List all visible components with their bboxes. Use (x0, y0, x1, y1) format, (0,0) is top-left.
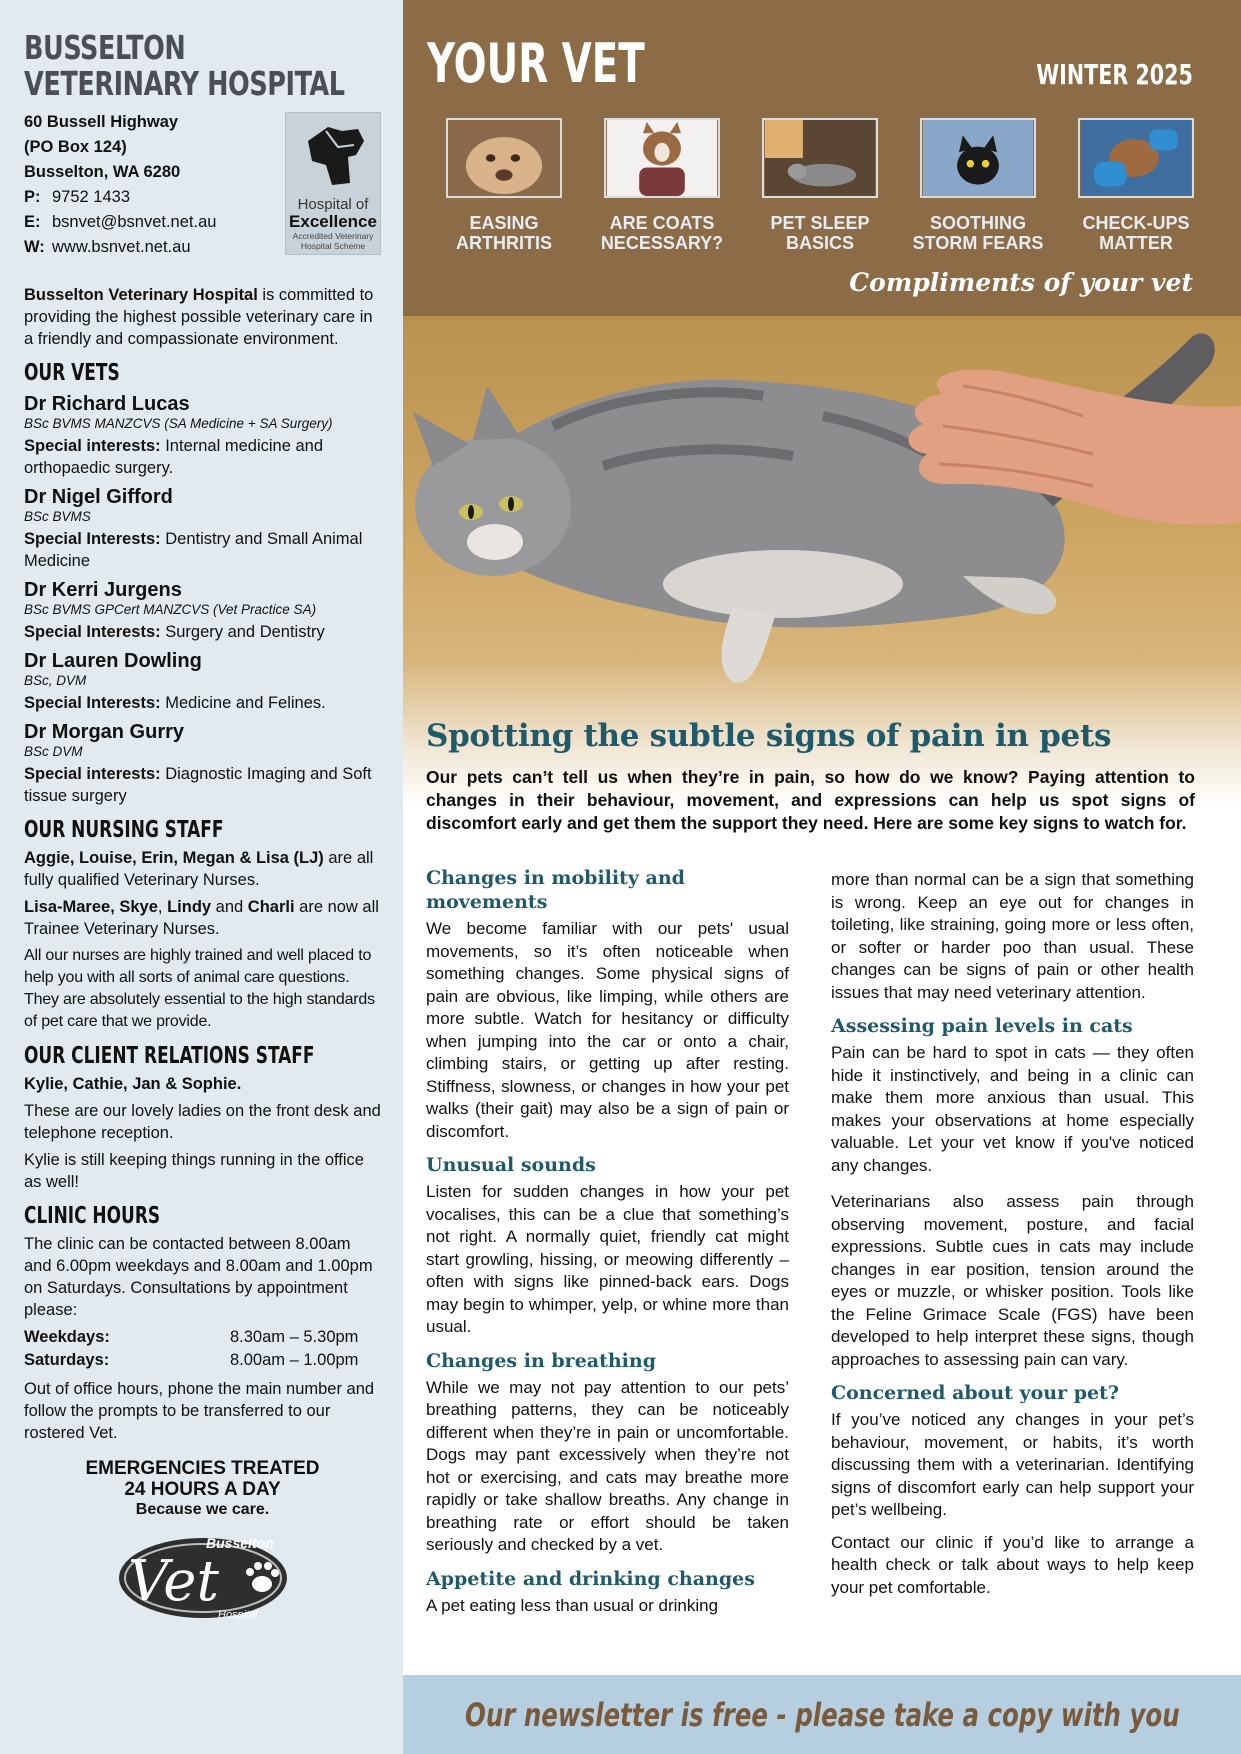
vet-qualifications: BSc, DVM (24, 673, 87, 688)
vet-name: Dr Richard Lucas (24, 393, 190, 415)
interests-label: Special Interests: (24, 623, 161, 641)
hours-row (24, 1349, 381, 1372)
body-paragraph: Contact our clinic if you’d like to arrange a health check or talk about ways to help keep your pet comfortable. (831, 1532, 1194, 1597)
vet-entry (24, 649, 381, 714)
interests-label: Special interests: (24, 437, 161, 455)
body-paragraph: Listen for sudden changes in how your pet vocalises, this can be a clue that something’s not right. A normally quiet, friendly cat might start growling, hissing, or meowing differently – often with signs like pinned-back ears. Dogs may begin to whimper, yelp, or whine more than usual. (426, 1182, 789, 1336)
vet-interests (24, 692, 381, 714)
dog-face-icon (446, 118, 562, 198)
interests-text: Diagnostic Imaging and Soft tissue surgery (24, 765, 372, 805)
client-names: Kylie, Cathie, Jan & Sophie. (24, 1075, 242, 1093)
vet-qualifications: BSc BVMS (24, 509, 91, 524)
vet-interests (24, 435, 381, 479)
address-line: (PO Box 124) (24, 138, 127, 156)
intro-rest: is committed to providing the highest possible veterinary care in a friendly and compassionate environment. (24, 286, 374, 348)
article-column-right (831, 869, 1194, 1609)
logo-bottom-text: Hospital (217, 1609, 258, 1621)
busselton-vet-logo (110, 1526, 296, 1626)
topic-thumb[interactable] (1057, 118, 1215, 253)
dog-silhouette-icon (298, 121, 368, 191)
hours-paragraph: The clinic can be contacted between 8.00am and 6.00pm weekdays and 8.00am and 1.00pm on Saturdays. Consultations by appointment please: (24, 1235, 373, 1319)
sleeping-cat-icon (762, 118, 878, 198)
vet-entry (24, 720, 381, 807)
emergency-line1: EMERGENCIES TREATED (85, 1458, 320, 1479)
topic-thumb[interactable] (899, 118, 1057, 253)
trainee-name: Lisa-Maree, Skye (24, 898, 158, 916)
badge-line1: Hospital of (297, 196, 369, 213)
interests-label: Special interests: (24, 765, 161, 783)
badge-line2: Excellence (289, 212, 377, 231)
topic-thumb[interactable] (741, 118, 899, 253)
body-paragraph: Veterinarians also assess pain through observing movement, posture, and facial expressions. Subtle cues in cats may include changes in ear position, tension around the eyes or muzzle, or whisker position. Tools like the Feline Grimace Scale (FGS) have been developed to help interpret these signs, though approaches to assessing pain can vary. (831, 1192, 1194, 1369)
vet-name: Dr Lauren Dowling (24, 650, 202, 672)
topic-caption-line: SOOTHING (929, 213, 1026, 233)
hours-day: Saturdays: (24, 1351, 110, 1369)
vet-list (24, 392, 381, 807)
issue-season: WINTER 2025 (1036, 58, 1193, 91)
vet-interests (24, 528, 381, 572)
body-paragraph: If you’ve noticed any changes in your pet’s behaviour, movement, or habits, it’s worth discussing them with a veterinarian. Identifying signs of discomfort early can help support your pet’s wellbeing. (831, 1410, 1194, 1519)
interests-label: Special Interests: (24, 530, 161, 548)
topic-caption-line: BASICS (785, 233, 854, 253)
vets-heading: OUR VETS (24, 360, 120, 386)
nursing-heading: OUR NURSING STAFF (24, 817, 224, 843)
trainee-name: Charli (247, 898, 295, 916)
topic-caption-line: PET SLEEP (770, 213, 870, 233)
sidebar (0, 0, 403, 1754)
trainee-role: are now all Trainee Veterinary Nurses. (24, 898, 379, 938)
vet-interests (24, 763, 381, 807)
address-line: Busselton, WA 6280 (24, 163, 181, 181)
contact-block (24, 110, 381, 260)
body-paragraph: While we may not pay attention to our pets’ breathing patterns, they can be noticeably different when they’re in pain or uncomfortable. Dogs may pant excessively when they’re not hot or exercising, and cats may breathe more rapidly or take shallow breaths. Any change in breathing rate or effort should be taken seriously and checked by a vet. (426, 1377, 789, 1554)
interests-text: Medicine and Felines. (160, 694, 326, 712)
section-heading: Unusual sounds (426, 1154, 596, 1176)
interests-text: Surgery and Dentistry (160, 623, 325, 641)
hours-time: 8.30am – 5.30pm (230, 1328, 359, 1346)
dog-in-coat-icon (604, 118, 720, 198)
vet-interests (24, 621, 381, 643)
vet-name: Dr Morgan Gurry (24, 721, 185, 743)
vet-qualifications: BSc BVMS GPCert MANZCVS (Vet Practice SA) (24, 602, 317, 617)
trainee-name: Lindy (167, 898, 212, 916)
hours-row (24, 1326, 381, 1349)
section-heading: Assessing pain levels in cats (831, 1015, 1133, 1037)
topic-caption-line: EASING (469, 213, 539, 233)
clinic-name-line2: VETERINARY HOSPITAL (24, 64, 345, 103)
compliments-text: Compliments of your vet (849, 268, 1193, 297)
hours-day: Weekdays: (24, 1328, 110, 1346)
scared-cat-icon (920, 118, 1036, 198)
website-link[interactable]: www.bsnvet.net.au (52, 238, 191, 256)
email-key: E: (24, 213, 41, 231)
emergency-line3: Because we care. (135, 1501, 270, 1518)
vet-qualifications: BSc BVMS MANZCVS (SA Medicine + SA Surgery) (24, 416, 333, 431)
email-link[interactable]: bsnvet@bsnvet.net.au (52, 213, 217, 231)
topic-caption-line: ARTHRITIS (456, 233, 552, 253)
body-paragraph: A pet eating less than usual or drinking (426, 1595, 719, 1615)
topic-caption-line: ARE COATS (609, 213, 715, 233)
phone-number[interactable]: 9752 1433 (52, 188, 130, 206)
client-paragraph: Kylie is still keeping things running in the office as well! (24, 1151, 364, 1191)
topic-caption-line: STORM FEARS (912, 233, 1044, 253)
vet-name: Dr Nigel Gifford (24, 486, 173, 508)
section-heading: Appetite and drinking changes (426, 1567, 755, 1590)
article-column-left (426, 866, 789, 1627)
vet-entry (24, 485, 381, 572)
body-paragraph: Pain can be hard to spot in cats — they often hide it instinctively, and being in a clinic can make them more anxious than usual. This makes your observations at home especially valuable. Let your vet know if you've noticed any changes. (831, 1043, 1194, 1175)
vet-entry (24, 392, 381, 479)
phone-key: P: (24, 188, 41, 206)
client-paragraph: These are our lovely ladies on the front desk and telephone reception. (24, 1102, 381, 1142)
nurses-text (24, 847, 381, 891)
article-lede: Our pets can’t tell us when they’re in pain, so how do we know? Paying attention to changes in their behaviour, movement, and expressions can help us spot signs of discomfort early and get them the support they need. Here are some key signs to watch for. (426, 767, 1195, 833)
topic-caption-line: MATTER (1099, 233, 1173, 253)
hospital-of-excellence-badge (285, 112, 381, 255)
topic-thumb[interactable] (425, 118, 583, 253)
hours-heading: CLINIC HOURS (24, 1203, 161, 1229)
address-line: 60 Bussell Highway (24, 113, 179, 131)
intro-bold: Busselton Veterinary Hospital (24, 286, 258, 304)
nurses-role: are all fully qualified Veterinary Nurses. (24, 849, 374, 889)
hours-time: 8.00am – 1.00pm (230, 1351, 359, 1369)
trainee-sep: , (157, 898, 168, 916)
interests-text: Dentistry and Small Animal Medicine (24, 530, 363, 570)
trainee-sep: and (211, 898, 248, 916)
section-heading: Changes in breathing (426, 1349, 656, 1372)
logo-top-text: Busselton (205, 1535, 274, 1551)
interests-label: Special Interests: (24, 694, 161, 712)
body-paragraph: We become familiar with our pets' usual movements, so it’s often noticeable when something changes. Some physical signs of pain are obvious, like limping, while others are more subtle. Watch for hesitancy or difficulty when jumping into the car or onto a chair, climbing stairs, or getting up after resting. Stiffness, slowness, or changes in how your pet walks (their gait) may also be a sign of pain or discomfort. (426, 919, 789, 1141)
footer-text: Our newsletter is free - please take a copy with you (464, 1695, 1180, 1734)
article-headline: Spotting the subtle signs of pain in pets (426, 718, 1112, 754)
vet-entry (24, 578, 381, 643)
topic-thumbnails (425, 118, 1215, 253)
trainee-text (24, 896, 381, 940)
topic-caption-line: NECESSARY? (600, 233, 724, 253)
emergency-line2: 24 HOURS A DAY (124, 1479, 281, 1500)
nurses-paragraph: All our nurses are highly trained and well placed to help you with all sorts of animal care questions. They are absolutely essential to the high standards of pet care that we provide. (24, 947, 375, 1030)
vet-name: Dr Kerri Jurgens (24, 579, 182, 601)
clinic-name-line1: BUSSELTON (24, 28, 186, 67)
topic-thumb[interactable] (583, 118, 741, 253)
clinic-name (24, 30, 381, 102)
topic-caption-line: CHECK-UPS (1082, 213, 1190, 233)
vet-exam-icon (1078, 118, 1194, 198)
newsletter-title: YOUR VET (427, 32, 645, 95)
logo-main-text: Vet (127, 1549, 219, 1614)
badge-line3: Accredited Veterinary Hospital Scheme (292, 231, 374, 251)
body-paragraph: more than normal can be a sign that something is wrong. Keep an eye out for changes in toileting, like straining, going more or less often, or softer or harder poo than usual. These changes can be signs of pain or other health issues that may need veterinary attention. (831, 870, 1194, 1002)
section-heading: Changes in mobility and movements (426, 867, 685, 913)
masthead (403, 0, 1241, 316)
vet-qualifications: BSc DVM (24, 744, 83, 759)
web-key: W: (24, 238, 45, 256)
after-hours-text: Out of office hours, phone the main number and follow the prompts to be transferred to our rostered Vet. (24, 1380, 375, 1442)
intro-text (24, 284, 381, 350)
footer-banner (403, 1675, 1241, 1754)
interests-text: Internal medicine and orthopaedic surgery. (24, 437, 323, 477)
nurses-names: Aggie, Louise, Erin, Megan & Lisa (LJ) (24, 849, 324, 867)
section-heading: Concerned about your pet? (831, 1382, 1119, 1404)
client-heading: OUR CLIENT RELATIONS STAFF (24, 1043, 315, 1069)
